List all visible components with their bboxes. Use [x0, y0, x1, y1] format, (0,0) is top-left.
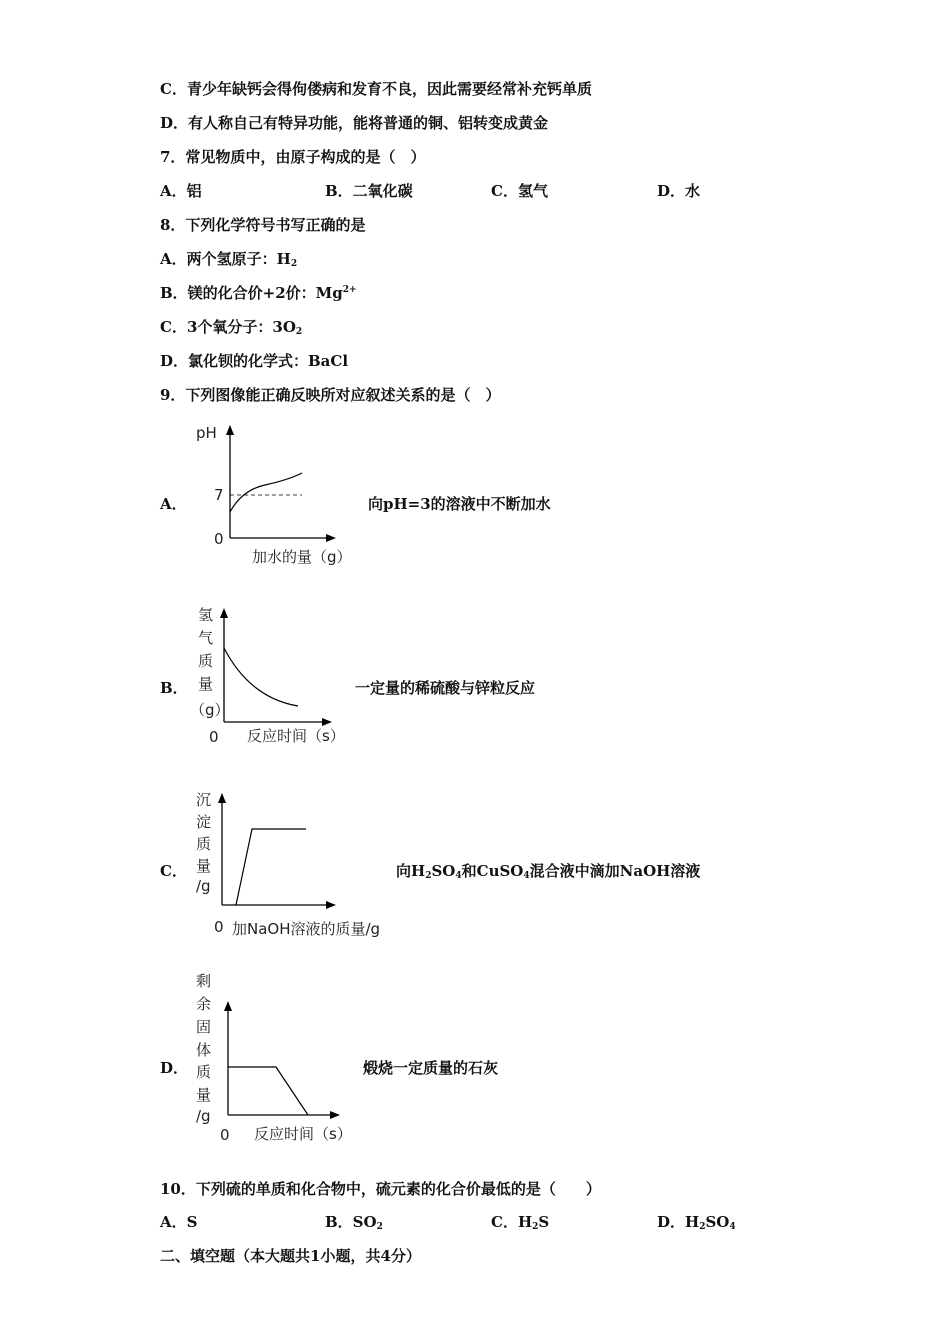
q9-d-description: 煅烧一定质量的石灰: [363, 1059, 499, 1077]
q6-option-d: D．有人称自己有特异功能，能将普通的铜、铝转变成黄金: [160, 114, 549, 132]
section-2-heading: 二、填空题（本大题共1小题，共4分）: [160, 1247, 421, 1265]
x-axis-arrow: [322, 718, 332, 726]
q6-option-c: C．青少年缺钙会得佝偻病和发育不良，因此需要经常补充钙单质: [160, 80, 592, 98]
origin: 0: [220, 1126, 230, 1144]
residue-line: [228, 1067, 308, 1115]
q10-option-c: C．$H_2S$: [491, 1213, 550, 1232]
hydrogen-curve: [224, 648, 298, 706]
ph-curve: [230, 473, 302, 512]
y-label-3: 固: [196, 1018, 212, 1036]
q10-option-d: D．$H_2SO_4$: [657, 1213, 736, 1232]
y-label-4: 量: [196, 857, 212, 875]
y-label-2: 余: [196, 995, 212, 1013]
y-label-1: 氢: [198, 606, 214, 624]
q9-b-graph: [190, 600, 370, 750]
q9-a-graph: [190, 420, 370, 570]
q7-option-d: D．水: [657, 182, 701, 200]
x-axis-arrow: [326, 534, 336, 542]
q9-d-graph: [190, 965, 370, 1147]
origin: 0: [209, 728, 219, 746]
y-label-1: 沉: [196, 791, 212, 809]
y-label-2: 淀: [196, 813, 212, 831]
q9-a-description: 向pH=3的溶液中不断加水: [368, 495, 551, 513]
x-label: 反应时间（s）: [247, 727, 345, 745]
q7-stem: 7．常见物质中，由原子构成的是（ ）: [160, 148, 426, 166]
y-label-6: 量: [196, 1086, 212, 1104]
q9-b-description: 一定量的稀硫酸与锌粒反应: [355, 679, 536, 697]
x-label: 反应时间（s）: [254, 1125, 352, 1143]
q8-option-a: A．两个氢原子：$H_2$: [160, 250, 298, 269]
x-label: 加水的量（g）: [252, 548, 352, 566]
q8-stem: 8．下列化学符号书写正确的是: [160, 216, 366, 234]
y-label-3: 质: [196, 835, 212, 853]
y-axis-arrow: [224, 1001, 232, 1011]
q10-option-a: A．S: [160, 1213, 198, 1231]
origin: 0: [214, 918, 224, 936]
q9-d-label: D．: [160, 1059, 189, 1077]
origin: 0: [214, 530, 224, 548]
q9-c-description: 向$H_2SO_4$和CuSO$_4$混合液中滴加NaOH溶液: [396, 862, 701, 881]
q10-option-b: B．$SO_2$: [325, 1213, 383, 1232]
q10-stem: 10．下列硫的单质和化合物中，硫元素的化合价最低的是（ ）: [160, 1180, 601, 1198]
y-axis-arrow: [226, 425, 234, 435]
q8-option-c: C．3个氧分子：$3O_2$: [160, 318, 303, 337]
x-axis-arrow: [330, 1111, 340, 1119]
q7-option-c: C．氢气: [491, 182, 548, 200]
q9-a-label: A．: [160, 495, 187, 513]
precipitate-line: [236, 829, 306, 905]
tick-7: 7: [214, 486, 224, 504]
q8-option-d: D．氯化钡的化学式：BaCl: [160, 352, 349, 370]
y-label-3: 质: [198, 652, 214, 670]
y-label-1: 剩: [196, 972, 212, 990]
q9-b-label: B．: [160, 679, 188, 697]
y-label: pH: [196, 424, 217, 442]
y-label-5: （g）: [190, 701, 230, 719]
y-label-2: 气: [198, 629, 214, 647]
y-axis-arrow: [218, 793, 226, 803]
q9-c-graph: [190, 785, 400, 940]
x-label: 加NaOH溶液的质量/g: [232, 920, 381, 938]
q9-stem: 9．下列图像能正确反映所对应叙述关系的是（ ）: [160, 386, 501, 404]
x-axis-arrow: [326, 901, 336, 909]
y-axis-arrow: [220, 608, 228, 618]
y-label-4: 体: [196, 1041, 212, 1059]
q7-option-b: B．二氧化碳: [325, 182, 413, 200]
q8-option-b: B．镁的化合价+2价：$Mg^{2+}$: [160, 284, 357, 302]
q9-c-label: C．: [160, 862, 187, 880]
y-label-5: /g: [196, 877, 211, 895]
y-label-5: 质: [196, 1063, 212, 1081]
y-label-4: 量: [198, 675, 214, 693]
q7-option-a: A．铝: [160, 182, 202, 200]
y-label-7: /g: [196, 1107, 211, 1125]
